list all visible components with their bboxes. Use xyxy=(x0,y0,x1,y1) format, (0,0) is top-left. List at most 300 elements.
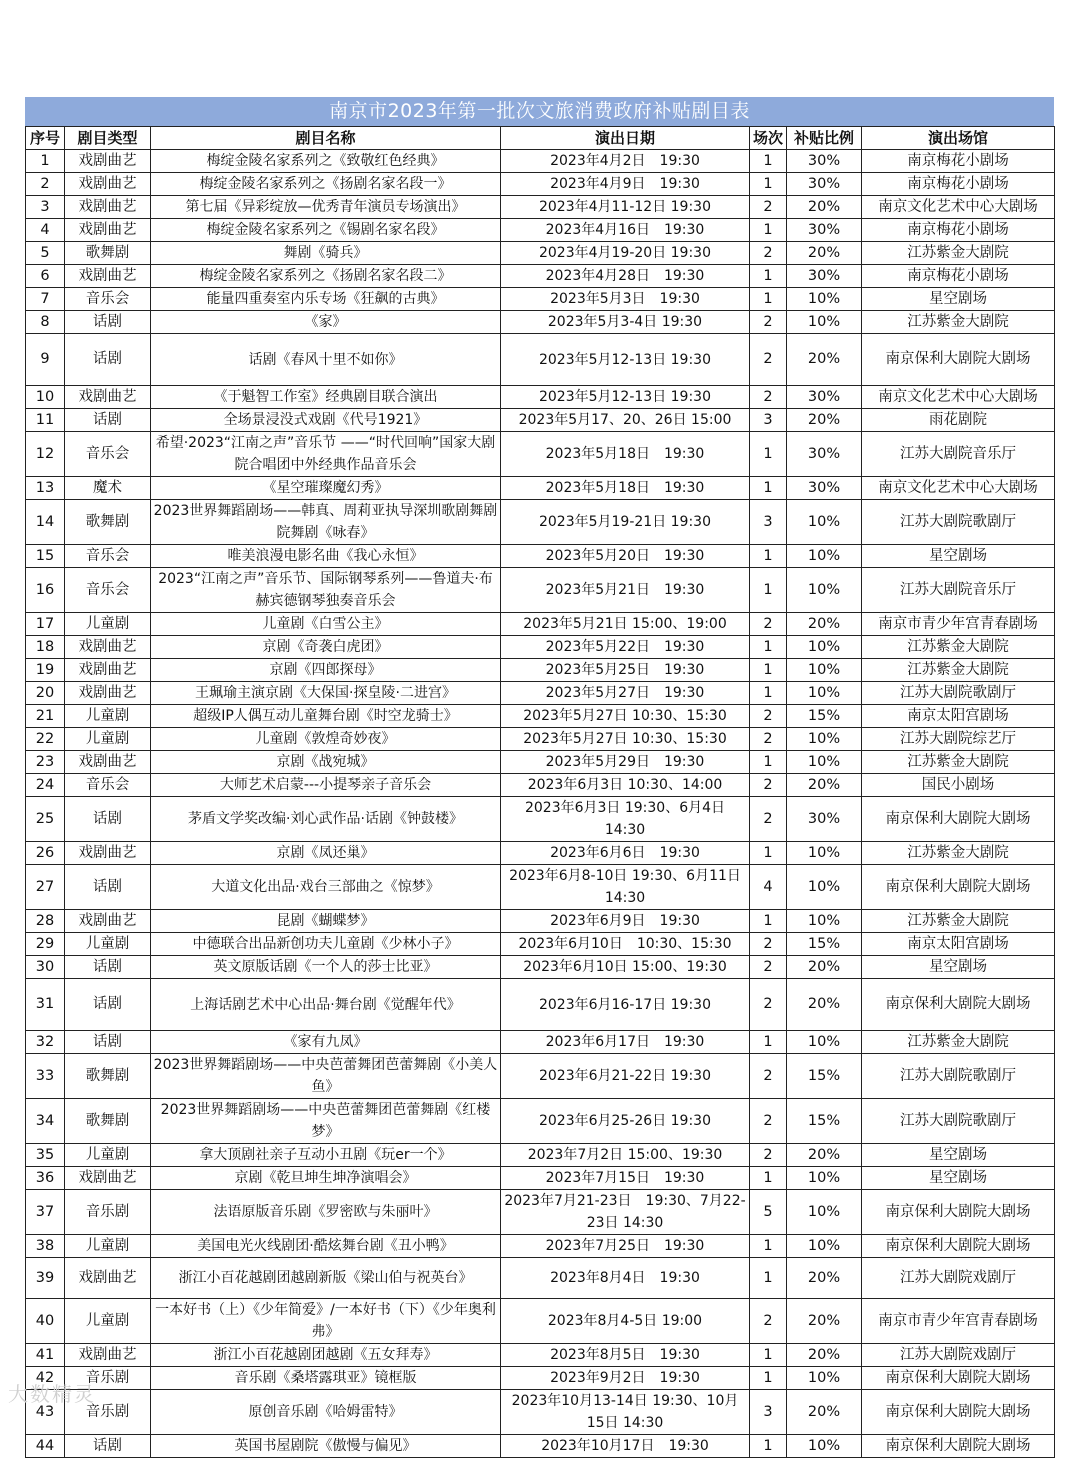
header-ratio: 补贴比例 xyxy=(787,127,862,150)
cell-date: 2023年8月4-5日 19:00 xyxy=(501,1299,750,1344)
cell-type: 话剧 xyxy=(65,409,151,432)
cell-no: 26 xyxy=(26,842,65,865)
cell-count: 2 xyxy=(750,705,787,728)
table-row xyxy=(26,500,1055,545)
cell-venue: 南京市青少年宫青春剧场 xyxy=(862,1299,1055,1344)
cell-date: 2023年6月9日 19:30 xyxy=(501,910,750,933)
cell-count: 1 xyxy=(750,659,787,682)
cell-name: 《于魁智工作室》经典剧目联合演出 xyxy=(151,386,501,409)
cell-venue: 南京梅花小剧场 xyxy=(862,173,1055,196)
cell-ratio: 10% xyxy=(787,1031,862,1054)
cell-type: 音乐剧 xyxy=(65,1367,151,1390)
cell-ratio: 10% xyxy=(787,500,862,545)
cell-name: 英国书屋剧院《傲慢与偏见》 xyxy=(151,1435,501,1458)
cell-count: 2 xyxy=(750,979,787,1031)
cell-count: 2 xyxy=(750,728,787,751)
cell-date: 2023年5月17、20、26日 15:00 xyxy=(501,409,750,432)
table-row xyxy=(26,477,1055,500)
cell-ratio: 10% xyxy=(787,659,862,682)
cell-date: 2023年8月5日 19:30 xyxy=(501,1344,750,1367)
cell-type: 话剧 xyxy=(65,979,151,1031)
cell-no: 31 xyxy=(26,979,65,1031)
cell-ratio: 10% xyxy=(787,288,862,311)
cell-date: 2023年7月2日 15:00、19:30 xyxy=(501,1144,750,1167)
cell-date: 2023年7月25日 19:30 xyxy=(501,1235,750,1258)
cell-type: 儿童剧 xyxy=(65,728,151,751)
cell-name: 梅绽金陵名家系列之《致敬红色经典》 xyxy=(151,150,501,173)
cell-count: 2 xyxy=(750,1299,787,1344)
cell-count: 1 xyxy=(750,682,787,705)
cell-type: 音乐会 xyxy=(65,432,151,477)
cell-no: 43 xyxy=(26,1390,65,1435)
cell-name: 浙江小百花越剧团越剧《五女拜寿》 xyxy=(151,1344,501,1367)
table-row xyxy=(26,150,1055,173)
cell-date: 2023年6月21-22日 19:30 xyxy=(501,1054,750,1099)
cell-ratio: 10% xyxy=(787,1235,862,1258)
cell-ratio: 10% xyxy=(787,842,862,865)
table-row xyxy=(26,1344,1055,1367)
cell-count: 1 xyxy=(750,477,787,500)
cell-count: 1 xyxy=(750,173,787,196)
cell-date: 2023年9月2日 19:30 xyxy=(501,1367,750,1390)
cell-date: 2023年5月18日 19:30 xyxy=(501,432,750,477)
cell-name: 音乐剧《桑塔露琪亚》镜框版 xyxy=(151,1367,501,1390)
cell-date: 2023年5月12-13日 19:30 xyxy=(501,386,750,409)
sheet-title: 南京市2023年第一批次文旅消费政府补贴剧目表 xyxy=(25,97,1054,126)
cell-type: 歌舞剧 xyxy=(65,1054,151,1099)
cell-ratio: 15% xyxy=(787,1054,862,1099)
cell-date: 2023年5月27日 19:30 xyxy=(501,682,750,705)
table-row xyxy=(26,1054,1055,1099)
cell-date: 2023年6月3日 10:30、14:00 xyxy=(501,774,750,797)
cell-date: 2023年6月17日 19:30 xyxy=(501,1031,750,1054)
cell-count: 2 xyxy=(750,1144,787,1167)
cell-no: 38 xyxy=(26,1235,65,1258)
cell-ratio: 10% xyxy=(787,636,862,659)
cell-count: 1 xyxy=(750,219,787,242)
cell-venue: 江苏大剧院音乐厅 xyxy=(862,432,1055,477)
cell-type: 戏剧曲艺 xyxy=(65,751,151,774)
cell-ratio: 20% xyxy=(787,1144,862,1167)
cell-count: 3 xyxy=(750,1390,787,1435)
cell-ratio: 30% xyxy=(787,432,862,477)
cell-name: 希望·2023“江南之声”音乐节 ——“时代回响”国家大剧院合唱团中外经典作品音乐会 xyxy=(151,432,501,477)
table-row xyxy=(26,219,1055,242)
cell-no: 41 xyxy=(26,1344,65,1367)
header-row xyxy=(26,127,1055,150)
cell-date: 2023年6月25-26日 19:30 xyxy=(501,1099,750,1144)
cell-venue: 江苏大剧院综艺厅 xyxy=(862,728,1055,751)
cell-venue: 星空剧场 xyxy=(862,545,1055,568)
cell-no: 39 xyxy=(26,1258,65,1299)
cell-count: 2 xyxy=(750,334,787,386)
cell-no: 25 xyxy=(26,797,65,842)
cell-name: 《星空璀璨魔幻秀》 xyxy=(151,477,501,500)
cell-count: 1 xyxy=(750,1031,787,1054)
watermark: 大数精灵 xyxy=(8,1382,96,1406)
cell-type: 音乐剧 xyxy=(65,1190,151,1235)
cell-no: 29 xyxy=(26,933,65,956)
table-row xyxy=(26,1031,1055,1054)
cell-no: 32 xyxy=(26,1031,65,1054)
cell-no: 1 xyxy=(26,150,65,173)
cell-venue: 南京文化艺术中心大剧场 xyxy=(862,386,1055,409)
table-row xyxy=(26,613,1055,636)
table-row xyxy=(26,432,1055,477)
cell-name: 2023世界舞蹈剧场——中央芭蕾舞团芭蕾舞剧《小美人鱼》 xyxy=(151,1054,501,1099)
cell-type: 儿童剧 xyxy=(65,1299,151,1344)
cell-venue: 南京太阳宫剧场 xyxy=(862,705,1055,728)
cell-no: 12 xyxy=(26,432,65,477)
program-table xyxy=(25,126,1055,1458)
cell-ratio: 10% xyxy=(787,682,862,705)
table-row xyxy=(26,545,1055,568)
cell-count: 2 xyxy=(750,797,787,842)
cell-name: 京剧《奇袭白虎团》 xyxy=(151,636,501,659)
cell-count: 1 xyxy=(750,1367,787,1390)
cell-name: 2023世界舞蹈剧场——韩真、周莉亚执导深圳歌剧舞剧院舞剧《咏春》 xyxy=(151,500,501,545)
cell-name: 梅绽金陵名家系列之《扬剧名家名段一》 xyxy=(151,173,501,196)
cell-date: 2023年4月16日 19:30 xyxy=(501,219,750,242)
cell-venue: 南京梅花小剧场 xyxy=(862,150,1055,173)
cell-date: 2023年5月27日 10:30、15:30 xyxy=(501,705,750,728)
cell-type: 话剧 xyxy=(65,1435,151,1458)
cell-count: 2 xyxy=(750,613,787,636)
table-row xyxy=(26,979,1055,1031)
cell-venue: 江苏紫金大剧院 xyxy=(862,636,1055,659)
table-row xyxy=(26,956,1055,979)
cell-no: 37 xyxy=(26,1190,65,1235)
cell-name: 梅绽金陵名家系列之《扬剧名家名段二》 xyxy=(151,265,501,288)
cell-date: 2023年4月2日 19:30 xyxy=(501,150,750,173)
cell-ratio: 30% xyxy=(787,797,862,842)
cell-name: 能量四重奏室内乐专场《狂飙的古典》 xyxy=(151,288,501,311)
cell-no: 34 xyxy=(26,1099,65,1144)
cell-no: 40 xyxy=(26,1299,65,1344)
cell-name: 京剧《战宛城》 xyxy=(151,751,501,774)
cell-venue: 江苏紫金大剧院 xyxy=(862,311,1055,334)
cell-no: 14 xyxy=(26,500,65,545)
cell-no: 5 xyxy=(26,242,65,265)
cell-type: 话剧 xyxy=(65,865,151,910)
cell-type: 戏剧曲艺 xyxy=(65,1258,151,1299)
cell-type: 话剧 xyxy=(65,797,151,842)
cell-no: 33 xyxy=(26,1054,65,1099)
cell-name: 上海话剧艺术中心出品·舞台剧《觉醒年代》 xyxy=(151,979,501,1031)
cell-type: 戏剧曲艺 xyxy=(65,265,151,288)
cell-date: 2023年6月3日 19:30、6月4日 14:30 xyxy=(501,797,750,842)
cell-type: 话剧 xyxy=(65,956,151,979)
cell-date: 2023年10月13-14日 19:30、10月15日 14:30 xyxy=(501,1390,750,1435)
cell-name: 中德联合出品新创功夫儿童剧《少林小子》 xyxy=(151,933,501,956)
cell-no: 10 xyxy=(26,386,65,409)
cell-name: 唯美浪漫电影名曲《我心永恒》 xyxy=(151,545,501,568)
table-row xyxy=(26,728,1055,751)
cell-ratio: 20% xyxy=(787,1390,862,1435)
cell-name: 京剧《四郎探母》 xyxy=(151,659,501,682)
table-row xyxy=(26,1235,1055,1258)
cell-no: 21 xyxy=(26,705,65,728)
cell-type: 音乐会 xyxy=(65,545,151,568)
cell-count: 1 xyxy=(750,910,787,933)
cell-type: 魔术 xyxy=(65,477,151,500)
cell-ratio: 10% xyxy=(787,865,862,910)
cell-venue: 江苏紫金大剧院 xyxy=(862,1031,1055,1054)
table-row xyxy=(26,774,1055,797)
cell-ratio: 30% xyxy=(787,150,862,173)
cell-no: 3 xyxy=(26,196,65,219)
cell-date: 2023年5月29日 19:30 xyxy=(501,751,750,774)
table-row xyxy=(26,865,1055,910)
cell-venue: 江苏紫金大剧院 xyxy=(862,751,1055,774)
cell-name: 英文原版话剧《一个人的莎士比亚》 xyxy=(151,956,501,979)
cell-name: 2023“江南之声”音乐节、国际钢琴系列——鲁道夫·布赫宾德钢琴独奏音乐会 xyxy=(151,568,501,613)
cell-type: 戏剧曲艺 xyxy=(65,636,151,659)
cell-venue: 江苏大剧院戏剧厅 xyxy=(862,1258,1055,1299)
cell-count: 2 xyxy=(750,196,787,219)
cell-name: 舞剧《骑兵》 xyxy=(151,242,501,265)
cell-venue: 南京保利大剧院大剧场 xyxy=(862,1190,1055,1235)
cell-name: 拿大顶剧社亲子互动小丑剧《玩er一个》 xyxy=(151,1144,501,1167)
cell-no: 7 xyxy=(26,288,65,311)
cell-venue: 星空剧场 xyxy=(862,1144,1055,1167)
cell-name: 美国电光火线剧团·酷炫舞台剧《丑小鸭》 xyxy=(151,1235,501,1258)
cell-name: 超级IP人偶互动儿童舞台剧《时空龙骑士》 xyxy=(151,705,501,728)
cell-ratio: 30% xyxy=(787,173,862,196)
cell-name: 第七届《异彩绽放—优秀青年演员专场演出》 xyxy=(151,196,501,219)
table-row xyxy=(26,288,1055,311)
cell-no: 27 xyxy=(26,865,65,910)
cell-type: 戏剧曲艺 xyxy=(65,682,151,705)
table-row xyxy=(26,173,1055,196)
cell-ratio: 10% xyxy=(787,311,862,334)
cell-venue: 南京保利大剧院大剧场 xyxy=(862,1435,1055,1458)
table-row xyxy=(26,682,1055,705)
table-row xyxy=(26,1299,1055,1344)
cell-ratio: 10% xyxy=(787,545,862,568)
cell-count: 1 xyxy=(750,288,787,311)
cell-count: 1 xyxy=(750,751,787,774)
cell-venue: 江苏大剧院歌剧厅 xyxy=(862,500,1055,545)
cell-count: 1 xyxy=(750,1235,787,1258)
cell-name: 大师艺术启蒙---小提琴亲子音乐会 xyxy=(151,774,501,797)
table-row xyxy=(26,242,1055,265)
cell-type: 儿童剧 xyxy=(65,613,151,636)
cell-no: 4 xyxy=(26,219,65,242)
cell-date: 2023年10月17日 19:30 xyxy=(501,1435,750,1458)
cell-ratio: 10% xyxy=(787,751,862,774)
cell-venue: 南京保利大剧院大剧场 xyxy=(862,1390,1055,1435)
table-row xyxy=(26,1144,1055,1167)
table-row xyxy=(26,636,1055,659)
cell-type: 歌舞剧 xyxy=(65,1099,151,1144)
cell-name: 原创音乐剧《哈姆雷特》 xyxy=(151,1390,501,1435)
cell-ratio: 30% xyxy=(787,265,862,288)
cell-no: 28 xyxy=(26,910,65,933)
cell-date: 2023年5月3-4日 19:30 xyxy=(501,311,750,334)
cell-count: 1 xyxy=(750,636,787,659)
table-row xyxy=(26,1258,1055,1299)
cell-date: 2023年8月4日 19:30 xyxy=(501,1258,750,1299)
table-row xyxy=(26,751,1055,774)
table-row xyxy=(26,196,1055,219)
cell-venue: 江苏紫金大剧院 xyxy=(862,842,1055,865)
cell-no: 42 xyxy=(26,1367,65,1390)
cell-no: 35 xyxy=(26,1144,65,1167)
cell-ratio: 30% xyxy=(787,477,862,500)
cell-name: 儿童剧《敦煌奇妙夜》 xyxy=(151,728,501,751)
cell-venue: 江苏大剧院音乐厅 xyxy=(862,568,1055,613)
cell-date: 2023年5月27日 10:30、15:30 xyxy=(501,728,750,751)
cell-name: 2023世界舞蹈剧场——中央芭蕾舞团芭蕾舞剧《红楼梦》 xyxy=(151,1099,501,1144)
cell-no: 22 xyxy=(26,728,65,751)
table-row xyxy=(26,568,1055,613)
cell-type: 音乐会 xyxy=(65,568,151,613)
cell-venue: 南京梅花小剧场 xyxy=(862,265,1055,288)
cell-ratio: 10% xyxy=(787,1435,862,1458)
cell-ratio: 20% xyxy=(787,334,862,386)
cell-name: 梅绽金陵名家系列之《锡剧名家名段》 xyxy=(151,219,501,242)
cell-no: 24 xyxy=(26,774,65,797)
cell-name: 话剧《春风十里不如你》 xyxy=(151,334,501,386)
cell-date: 2023年5月25日 19:30 xyxy=(501,659,750,682)
cell-count: 2 xyxy=(750,933,787,956)
cell-count: 4 xyxy=(750,865,787,910)
cell-name: 京剧《乾旦坤生坤净演唱会》 xyxy=(151,1167,501,1190)
cell-ratio: 10% xyxy=(787,728,862,751)
cell-date: 2023年4月28日 19:30 xyxy=(501,265,750,288)
cell-type: 戏剧曲艺 xyxy=(65,386,151,409)
cell-date: 2023年5月18日 19:30 xyxy=(501,477,750,500)
cell-ratio: 30% xyxy=(787,219,862,242)
table-row xyxy=(26,933,1055,956)
header-type: 剧目类型 xyxy=(65,127,151,150)
cell-type: 儿童剧 xyxy=(65,933,151,956)
cell-date: 2023年5月22日 19:30 xyxy=(501,636,750,659)
cell-name: 《家有九凤》 xyxy=(151,1031,501,1054)
header-no: 序号 xyxy=(26,127,65,150)
cell-no: 2 xyxy=(26,173,65,196)
cell-count: 1 xyxy=(750,150,787,173)
cell-venue: 星空剧场 xyxy=(862,956,1055,979)
cell-type: 戏剧曲艺 xyxy=(65,910,151,933)
cell-ratio: 15% xyxy=(787,1099,862,1144)
cell-count: 2 xyxy=(750,1099,787,1144)
table-row xyxy=(26,705,1055,728)
cell-ratio: 10% xyxy=(787,910,862,933)
cell-date: 2023年5月21日 19:30 xyxy=(501,568,750,613)
cell-date: 2023年4月19-20日 19:30 xyxy=(501,242,750,265)
cell-name: 昆剧《蝴蝶梦》 xyxy=(151,910,501,933)
cell-venue: 江苏大剧院歌剧厅 xyxy=(862,682,1055,705)
cell-venue: 南京市青少年宫青春剧场 xyxy=(862,613,1055,636)
cell-venue: 江苏紫金大剧院 xyxy=(862,242,1055,265)
cell-count: 1 xyxy=(750,1167,787,1190)
cell-count: 1 xyxy=(750,545,787,568)
cell-ratio: 20% xyxy=(787,956,862,979)
table-row xyxy=(26,1099,1055,1144)
subsidy-sheet xyxy=(25,97,1054,1458)
header-venue: 演出场馆 xyxy=(862,127,1055,150)
cell-no: 13 xyxy=(26,477,65,500)
cell-no: 19 xyxy=(26,659,65,682)
cell-type: 歌舞剧 xyxy=(65,242,151,265)
cell-venue: 国民小剧场 xyxy=(862,774,1055,797)
cell-count: 2 xyxy=(750,242,787,265)
cell-name: 《家》 xyxy=(151,311,501,334)
cell-venue: 江苏紫金大剧院 xyxy=(862,910,1055,933)
cell-no: 11 xyxy=(26,409,65,432)
cell-name: 全场景浸没式戏剧《代号1921》 xyxy=(151,409,501,432)
cell-type: 音乐会 xyxy=(65,288,151,311)
cell-venue: 江苏大剧院戏剧厅 xyxy=(862,1344,1055,1367)
cell-name: 法语原版音乐剧《罗密欧与朱丽叶》 xyxy=(151,1190,501,1235)
cell-type: 儿童剧 xyxy=(65,1235,151,1258)
cell-count: 1 xyxy=(750,1435,787,1458)
cell-date: 2023年6月6日 19:30 xyxy=(501,842,750,865)
cell-venue: 南京保利大剧院大剧场 xyxy=(862,865,1055,910)
cell-venue: 星空剧场 xyxy=(862,1167,1055,1190)
cell-type: 戏剧曲艺 xyxy=(65,659,151,682)
cell-date: 2023年5月21日 15:00、19:00 xyxy=(501,613,750,636)
cell-name: 京剧《凤还巢》 xyxy=(151,842,501,865)
header-name: 剧目名称 xyxy=(151,127,501,150)
table-row xyxy=(26,1390,1055,1435)
cell-date: 2023年6月16-17日 19:30 xyxy=(501,979,750,1031)
cell-count: 3 xyxy=(750,409,787,432)
cell-count: 2 xyxy=(750,311,787,334)
cell-no: 15 xyxy=(26,545,65,568)
cell-no: 23 xyxy=(26,751,65,774)
cell-count: 2 xyxy=(750,956,787,979)
table-row xyxy=(26,1167,1055,1190)
cell-no: 30 xyxy=(26,956,65,979)
cell-name: 浙江小百花越剧团越剧新版《梁山伯与祝英台》 xyxy=(151,1258,501,1299)
cell-ratio: 20% xyxy=(787,242,862,265)
cell-no: 36 xyxy=(26,1167,65,1190)
cell-type: 歌舞剧 xyxy=(65,500,151,545)
cell-type: 话剧 xyxy=(65,311,151,334)
cell-no: 20 xyxy=(26,682,65,705)
cell-ratio: 20% xyxy=(787,613,862,636)
cell-count: 2 xyxy=(750,386,787,409)
header-count: 场次 xyxy=(750,127,787,150)
cell-name: 茅盾文学奖改编·刘心武作品·话剧《钟鼓楼》 xyxy=(151,797,501,842)
cell-ratio: 20% xyxy=(787,409,862,432)
cell-date: 2023年7月21-23日 19:30、7月22-23日 14:30 xyxy=(501,1190,750,1235)
cell-count: 2 xyxy=(750,1054,787,1099)
cell-ratio: 20% xyxy=(787,979,862,1031)
cell-ratio: 10% xyxy=(787,1167,862,1190)
cell-venue: 南京保利大剧院大剧场 xyxy=(862,979,1055,1031)
table-row xyxy=(26,386,1055,409)
cell-venue: 江苏紫金大剧院 xyxy=(862,659,1055,682)
cell-venue: 南京梅花小剧场 xyxy=(862,219,1055,242)
cell-ratio: 30% xyxy=(787,386,862,409)
cell-venue: 南京文化艺术中心大剧场 xyxy=(862,196,1055,219)
cell-type: 音乐剧 xyxy=(65,1390,151,1435)
cell-date: 2023年5月3日 19:30 xyxy=(501,288,750,311)
cell-ratio: 20% xyxy=(787,774,862,797)
table-row xyxy=(26,842,1055,865)
cell-count: 1 xyxy=(750,1258,787,1299)
cell-venue: 南京文化艺术中心大剧场 xyxy=(862,477,1055,500)
cell-ratio: 15% xyxy=(787,933,862,956)
cell-venue: 星空剧场 xyxy=(862,288,1055,311)
cell-name: 大道文化出品·戏台三部曲之《惊梦》 xyxy=(151,865,501,910)
cell-ratio: 10% xyxy=(787,1367,862,1390)
cell-venue: 南京保利大剧院大剧场 xyxy=(862,1235,1055,1258)
